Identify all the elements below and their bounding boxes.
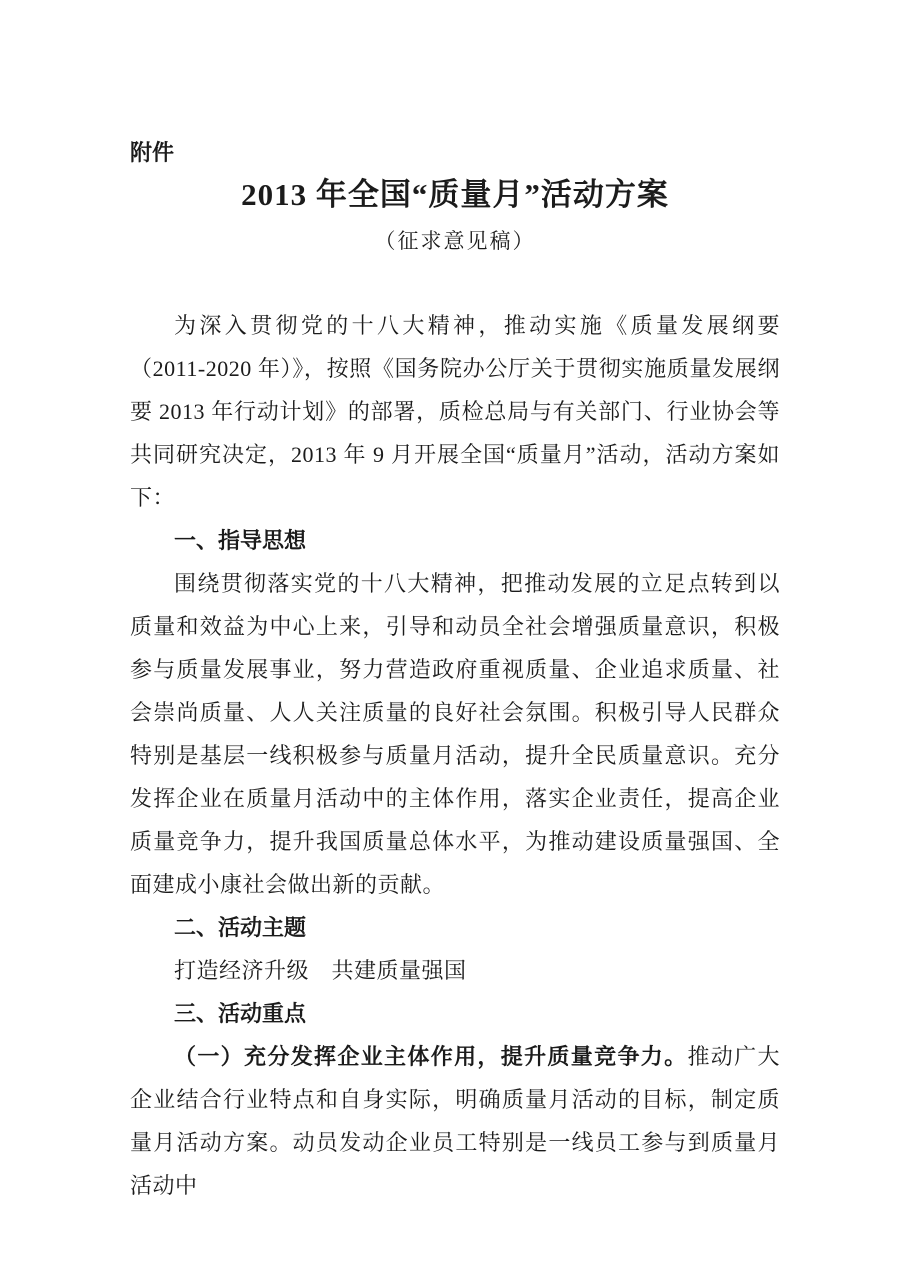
heading-activity-theme: 二、活动主题	[174, 915, 307, 940]
paragraph-focus-1	[130, 1035, 780, 1207]
document-body	[130, 304, 780, 1207]
paragraph-activity-theme: 打造经济升级 共建质量强国	[174, 958, 467, 983]
heading-activity-focus: 三、活动重点	[174, 1001, 307, 1026]
document-title: 2013 年全国“质量月”活动方案	[241, 177, 669, 212]
focus-1-lead-text: （一）充分发挥企业主体作用，提升质量竞争力。	[174, 1044, 688, 1069]
attachment-label: 附件	[130, 140, 175, 165]
paragraph-guiding-ideology: 围绕贯彻落实党的十八大精神，把推动发展的立足点转到以质量和效益为中心上来，引导和动员全社会增强质量意识，积极参与质量发展事业，努力营造政府重视质量、企业追求质量、社会崇尚质量、人人关注质量的良好社会氛围。积极引导人民群众特别是基层一线积极参与质量月活动，提升全民质量意识。充分发挥企业在质量月活动中的主体作用，落实企业责任，提高企业质量竞争力，提升我国质量总体水平，为推动建设质量强国、全面建成小康社会做出新的贡献。	[130, 571, 780, 897]
document-subtitle: （征求意见稿）	[374, 229, 536, 253]
paragraph-opening: 为深入贯彻党的十八大精神，推动实施《质量发展纲要（2011-2020 年）》，按照《国务院办公厅关于贯彻实施质量发展纲要 2013 年行动计划》的部署，质检总局与有关部门、行业协会等共同研究决定，2013 年 9 月开展全国“质量月”活动，活动方案如下：	[130, 313, 780, 510]
focus-1-body-text: 推动广大企业结合行业特点和自身实际，明确质量月活动的目标，制定质量月活动方案。动员发动企业员工特别是一线员工参与到质量月活动中	[130, 1044, 780, 1198]
heading-guiding-ideology: 一、指导思想	[174, 528, 307, 553]
